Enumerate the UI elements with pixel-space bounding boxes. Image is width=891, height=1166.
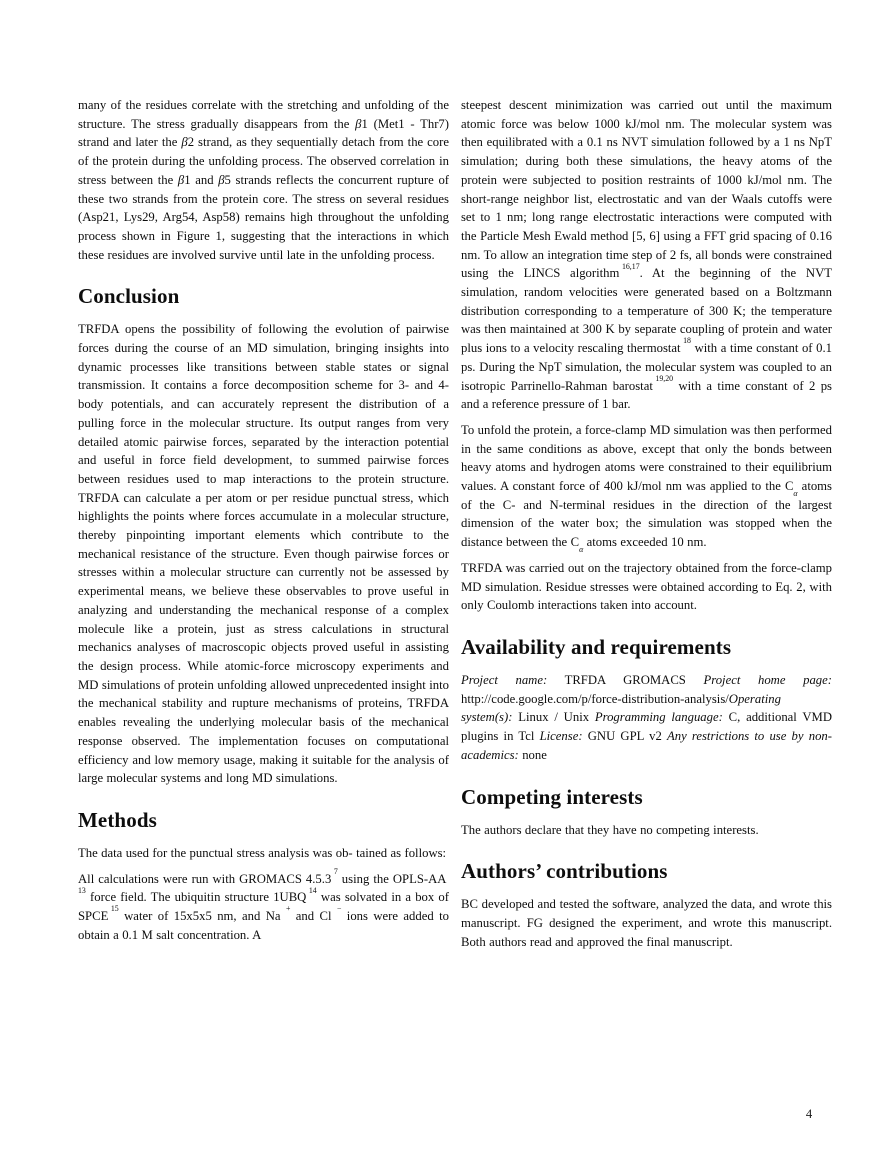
text-run: Operating system(s): [461,691,781,725]
text-run: was solvated in a box of SPCE [78,890,449,924]
two-column-layout [78,96,832,958]
paragraph [461,96,832,414]
paragraph [78,320,449,788]
text-run: Methods [78,807,157,832]
text-run: The data used for the punctual stress analysis was ob- tained as follows: [78,845,447,860]
text-run: β [218,172,225,187]
text-run: 1 (Met1 - Thr7) strand and later the [78,116,449,150]
paragraph [78,96,449,264]
text-run: Project name: [461,672,548,687]
text-run: Authors’ contributions [461,859,668,884]
text-run: atoms exceeded 10 nm. [583,535,707,550]
text-run: TRFDA opens the possibility of following the evolution of pairwise forces during the course of an MD simulation, bringing insights into dynamic processes like transitions between stable states or signal transmission. It contains a force decomposition scheme for 3- and 4-body potentials, and can accurately represent the distribution of a pulling force in the molecular structure. Its output ranges from very detailed atomic pairwise forces, separated by the interaction potential and useful in force field development, to summed pairwise forces between residues used to map interactions to the protein structure. TRFDA can calculate a per atom or per residue punctual stress, which highlights the points where forces accumulate in a molecular structure, thereby pinpointing important elements which contribute to the mechanical resistance of the structure. Even though pairwise forces or stresses within a molecular structure can currently not be assessed by experimental means, we believe these observables to prove useful in analyzing and understanding the mechanical response of a complex molecule like a protein, just as stress calculations in structural mechanics analyses of macroscopic objects proved useful in assisting the design process. While atomic-force microscopy experiments and MD simulations of protein unfolding allowed unprecedented insight into the mechanical stability and rupture mechanisms of proteins, TRFDA enables revealing the underlying molecular basis of the mechanical response observed. The implementation focuses on computational efficiency and low memory usage, making it suitable for the analysis of large molecular systems and long MD simulations. [78,322,449,786]
text-run: TRFDA was carried out on the trajectory obtained from the force-clamp MD simulation. Residue stresses were obtained according to Eq. 2, with only Coulomb interactions taken into account. [461,560,832,613]
paragraph [78,844,449,863]
right-column [461,96,832,958]
text-run: 7 [333,866,338,876]
text-run: force field. The ubiquitin structure 1UBQ [85,890,309,905]
text-run: Conclusion [78,284,180,309]
text-run: 14 [308,885,317,895]
text-run: 13 [78,885,86,895]
text-run: Linux / Unix [512,710,595,725]
text-run: + [285,904,291,914]
paragraph [461,821,832,840]
text-run: The authors declare that they have no competing interests. [461,822,759,837]
text-run: with a time constant of 0.1 ps. During the NpT simulation, the molecular system was coupled to an isotropic Parrinello-Rahman barostat [461,341,832,393]
text-run: Any restrictions to use by non-academics: [461,729,832,762]
text-run: 5 strands reflects the concurrent rupture of these two strands from the protein core. The stress on several residues (Asp21, Lys29, Arg54, Asp58) remains high throughout the unfolding process shown in Figure 1, suggesting that the interactions in which these residues are involved survive until late in the unfolding process. [78,172,450,262]
section-heading [78,809,449,832]
paragraph [461,421,832,555]
text-run: Project home page: [703,672,832,687]
text-run: using the OPLS-AA [337,871,449,886]
text-run: . At the beginning of the NVT simulation, random velocities were generated based on a Boltzmann distribution corresponding to a temperature of 300 K; the temperature was then maintained at 300 K by separate coupling of protein and water plus ions to a velocity rescaling thermostat [461,266,832,356]
text-run: http://code.google.com/p/force-distribution-analysis/ [461,691,729,706]
left-column [78,96,449,951]
text-run: atoms of the C- and N-terminal residues in the direction of the largest dimension of the water box; the simulation was stopped when the distance between the C [461,479,832,550]
section-heading [78,285,449,308]
text-run: To unfold the protein, a force-clamp MD simulation was then performed in the same conditions as above, except that only the bonds between heavy atoms and hydrogen atoms were constrained to their equilibrium values. A constant force of 400 kJ/mol nm was applied to the C [461,422,832,494]
text-run: β [181,135,188,150]
paragraph [461,671,832,765]
text-run: BC developed and tested the software, analyzed the data, and wrote this manuscript. FG designed the experiment, and wrote this manuscript. Both authors read and approved the final manuscript. [461,897,832,949]
text-run: and Cl [290,909,337,924]
text-run: 18 [683,336,691,346]
section-heading [461,786,832,809]
text-run: License: [539,729,583,744]
text-run: none [518,747,547,762]
text-run: β [177,172,185,187]
paragraph [461,895,832,951]
text-run: Availability and requirements [461,634,732,659]
text-run: 16,17 [621,261,640,271]
text-run: C, additional VMD plugins in Tcl [461,710,832,744]
text-run: 2 strand, as they sequentially detach from the core of the protein during the unfolding process. The observed correlation in stress between the [78,135,449,187]
text-run: 19,20 [655,373,674,383]
text-run: water of 15x5x5 nm, and Na [118,909,286,924]
text-run: many of the residues correlate with the stretching and unfolding of the structure. The stress gradually disappears from the [78,98,449,131]
paragraph [78,866,449,945]
text-run: − [336,904,342,914]
text-run: GNU GPL v2 [582,729,667,744]
text-run: α [793,488,798,498]
text-run: β [355,116,362,131]
text-run: steepest descent minimization was carried out until the maximum atomic force was below 1000 kJ/mol nm. The molecular system was then equilibrated with a 0.1 ns NVT simulation followed by a 1 ns NpT simulation; during both these simulations, the heavy atoms of the protein were subjected to position restraints of 1000 kJ/mol nm. The short-range neighbor list, electrostatic and van der Waals cutoffs were set to 1 nm; long range electrostatic interactions were computed with the Particle Mesh Ewald method [5, 6] using a FFT grid spacing of 0.16 nm. To allow an integration time step of 2 fs, all bonds were constrained using the LINCS algorithm [461,98,832,281]
text-run: 1 and [184,172,219,187]
text-run: TRFDA GROMACS [547,672,704,687]
text-run: Programming language: [594,710,723,725]
section-heading [461,860,832,883]
text-run: All calculations were run with GROMACS 4.5.3 [78,871,334,886]
page-number: 4 [805,1107,813,1121]
paragraph [461,559,832,615]
text-run: Competing interests [461,784,643,809]
text-run: ions were added to obtain a 0.1 M salt concentration. A [78,909,449,942]
section-heading [461,636,832,659]
text-run: α [579,545,584,555]
text-run: with a time constant of 2 ps and a reference pressure of 1 bar. [461,378,832,412]
text-run: 15 [110,904,119,914]
